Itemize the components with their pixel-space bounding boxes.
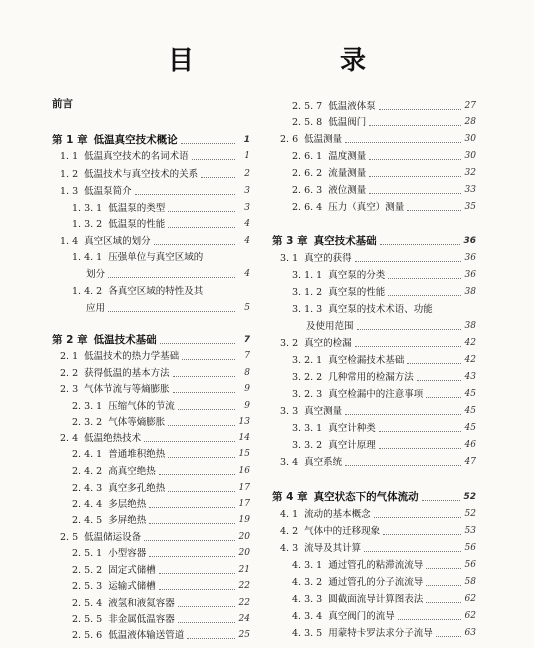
toc-entry-number: 1. 3 xyxy=(60,186,79,197)
toc-entry-number: 3. 3. 1 xyxy=(292,423,323,434)
toc-entry-number: 4. 1 xyxy=(280,509,299,520)
toc-entry xyxy=(272,540,476,555)
toc-entry xyxy=(272,182,476,197)
toc-page-number: 63 xyxy=(464,628,476,638)
toc-page-number: 9 xyxy=(244,384,250,394)
toc-page-number: 4 xyxy=(244,219,250,229)
toc-dot-leader xyxy=(149,507,235,508)
toc-page-number: 46 xyxy=(464,440,476,450)
toc-dot-leader xyxy=(355,261,461,262)
toc-entry xyxy=(272,284,476,299)
toc-entry-title: 温度测量 xyxy=(328,151,367,162)
toc-dot-leader xyxy=(380,244,461,245)
toc-dot-leader xyxy=(369,193,461,194)
toc-entry-number: 2. 4. 3 xyxy=(72,483,103,494)
toc-page-number: 62 xyxy=(464,611,476,621)
toc-entry-title: 低温真空技术的名词术语 xyxy=(84,151,189,162)
toc-dot-leader xyxy=(154,244,235,245)
toc-entry-title: 多屏绝热 xyxy=(108,515,147,526)
toc-entry-number: 2. 4 xyxy=(60,433,79,444)
toc-entry-number: 3. 1. 1 xyxy=(292,270,323,281)
toc-entry-number: 1. 4. 2 xyxy=(72,286,103,297)
toc-entry xyxy=(52,414,250,429)
toc-entry xyxy=(52,365,250,380)
toc-dot-leader xyxy=(407,363,461,364)
toc-page-number: 14 xyxy=(238,433,250,443)
toc-entry xyxy=(272,523,476,538)
toc-entry-title: 非金属低温容器 xyxy=(108,614,175,625)
toc-page-number: 15 xyxy=(238,449,250,459)
toc-entry-number: 第 4 章 xyxy=(272,491,308,503)
toc-entry-number: 2. 3 xyxy=(60,384,79,395)
toc-entry xyxy=(272,557,476,572)
toc-chapter-entry xyxy=(272,233,476,248)
toc-page-number: 22 xyxy=(238,598,250,608)
toc-entry-number: 2. 5. 7 xyxy=(292,101,323,112)
toc-entry-number: 1. 3. 2 xyxy=(72,219,103,230)
toc-dot-leader xyxy=(379,431,461,432)
toc-page-number: 27 xyxy=(464,101,476,111)
toc-page-number: 53 xyxy=(464,526,476,536)
toc-entry xyxy=(272,250,476,265)
toc-dot-leader xyxy=(417,380,461,381)
toc-entry xyxy=(272,386,476,401)
toc-dot-leader xyxy=(144,441,235,442)
toc-dot-leader xyxy=(149,556,235,557)
toc-dot-leader xyxy=(149,523,235,524)
toc-dot-leader xyxy=(364,551,461,552)
toc-entry-title: 低温储运设备 xyxy=(84,532,142,543)
toc-page-number: 38 xyxy=(464,287,476,297)
toc-entry-number: 3. 2 xyxy=(280,338,299,349)
toc-entry-title: 低温真空技术概论 xyxy=(93,134,178,146)
toc-page-number: 42 xyxy=(464,338,476,348)
toc-dot-leader xyxy=(135,194,235,195)
toc-dot-leader xyxy=(168,425,235,426)
toc-entry-number: 1. 3. 1 xyxy=(72,203,103,214)
toc-chapter-entry xyxy=(52,96,250,111)
toc-page-number: 33 xyxy=(464,185,476,195)
toc-dot-leader xyxy=(388,278,461,279)
toc-entry-number: 3. 2. 2 xyxy=(292,372,323,383)
toc-entry-title: 流导及其计算 xyxy=(304,543,362,554)
toc-entry-number: 3. 1. 2 xyxy=(292,287,323,298)
toc-entry xyxy=(272,437,476,452)
toc-entry-number: 2. 6. 4 xyxy=(292,202,323,213)
toc-page-number: 19 xyxy=(238,515,250,525)
toc-entry xyxy=(272,369,476,384)
toc-entry xyxy=(52,249,250,264)
toc-chapter-entry xyxy=(52,132,250,147)
toc-page-number: 42 xyxy=(464,355,476,365)
toc-entry-number: 3. 1 xyxy=(280,253,299,264)
toc-entry-title: 真空计种类 xyxy=(328,423,376,434)
toc-page-number: 30 xyxy=(464,151,476,161)
toc-dot-leader xyxy=(178,409,235,410)
toc-page-number: 52 xyxy=(463,492,476,502)
toc-entry-number: 4. 3. 1 xyxy=(292,560,323,571)
toc-entry-title: 低温泵的类型 xyxy=(108,203,166,214)
toc-entry xyxy=(272,625,476,640)
toc-entry xyxy=(272,454,476,469)
toc-dot-leader xyxy=(178,622,235,623)
toc-entry-title: 低温绝热技术 xyxy=(84,433,142,444)
toc-entry-number: 2. 5. 1 xyxy=(72,548,103,559)
toc-entry-title: 几种常用的检漏方法 xyxy=(328,372,414,383)
toc-entry xyxy=(52,529,250,544)
toc-entry-title: 运输式储槽 xyxy=(108,581,156,592)
toc-entry xyxy=(52,578,250,593)
toc-page-number: 9 xyxy=(244,401,250,411)
toc-entry-number: 2. 1 xyxy=(60,351,79,362)
toc-entry-title: 低温泵简介 xyxy=(84,186,132,197)
toc-page-number: 52 xyxy=(464,509,476,519)
toc-dot-leader xyxy=(108,311,235,312)
toc-entry xyxy=(52,562,250,577)
toc-page-number: 45 xyxy=(464,406,476,416)
toc-entry xyxy=(272,574,476,589)
toc-entry xyxy=(52,381,250,396)
toc-entry-number: 1. 4 xyxy=(60,236,79,247)
toc-entry-number: 第 3 章 xyxy=(272,235,308,247)
toc-entry-title: 气体节流与等熵膨胀 xyxy=(84,384,170,395)
toc-entry xyxy=(52,398,250,413)
toc-dot-leader xyxy=(426,397,461,398)
toc-entry-title: 高真空绝热 xyxy=(108,466,156,477)
toc-entry-number: 第 1 章 xyxy=(52,134,88,146)
toc-entry-number: 2. 5. 8 xyxy=(292,117,323,128)
toc-entry-number: 4. 3. 5 xyxy=(292,628,323,639)
toc-dot-leader xyxy=(374,517,461,518)
toc-dot-leader xyxy=(398,619,461,620)
toc-entry-number: 3. 2. 3 xyxy=(292,389,323,400)
toc-entry-number: 2. 5 xyxy=(60,532,79,543)
toc-entry-title: 气体等熵膨胀 xyxy=(108,417,166,428)
toc-entry xyxy=(272,352,476,367)
page-title: 目 录 xyxy=(167,46,426,76)
toc-entry-title: 低温液体泵 xyxy=(328,101,376,112)
toc-entry-title: 真空多孔绝热 xyxy=(108,483,166,494)
toc-entry-number: 4. 3 xyxy=(280,543,299,554)
toc-dot-leader xyxy=(159,474,235,475)
toc-entry-number: 1. 1 xyxy=(60,151,79,162)
toc-entry xyxy=(52,512,250,527)
toc-entry-title: 压缩气体的节流 xyxy=(108,401,175,412)
toc-entry-number: 2. 4. 1 xyxy=(72,449,103,460)
toc-entry-title: 获得低温的基本方法 xyxy=(84,368,170,379)
toc-dot-leader xyxy=(168,227,235,228)
toc-page-number: 45 xyxy=(464,423,476,433)
toc-entry-title: 真空泵的分类 xyxy=(328,270,386,281)
toc-entry-number: 1. 4. 1 xyxy=(72,252,103,263)
toc-entry-title: 真空测量 xyxy=(304,406,343,417)
toc-entry-title: 气体中的迁移现象 xyxy=(304,526,381,537)
toc-entry xyxy=(52,480,250,495)
toc-entry xyxy=(272,318,476,333)
toc-entry xyxy=(52,430,250,445)
toc-page-number: 43 xyxy=(464,372,476,382)
toc-page-number: 7 xyxy=(244,351,250,361)
toc-entry xyxy=(272,114,476,129)
toc-dot-leader xyxy=(379,109,461,110)
toc-entry-number: 2. 5. 2 xyxy=(72,565,103,576)
toc-page-number: 3 xyxy=(244,186,250,196)
toc-entry xyxy=(272,335,476,350)
toc-page-number: 32 xyxy=(464,168,476,178)
toc-entry xyxy=(272,301,476,316)
toc-page-number: 1 xyxy=(243,135,250,145)
toc-entry-title: 各真空区域的特性及其 xyxy=(108,286,204,297)
toc-entry xyxy=(52,300,250,315)
toc-entry-title: 真空检漏中的注意事项 xyxy=(328,389,424,400)
toc-page-number: 35 xyxy=(464,202,476,212)
toc-page-number: 13 xyxy=(238,417,250,427)
toc-dot-leader xyxy=(369,159,461,160)
toc-page-number: 7 xyxy=(243,335,250,345)
toc-entry xyxy=(52,233,250,248)
toc-entry-number: 2. 3. 2 xyxy=(72,417,103,428)
toc-entry xyxy=(52,627,250,642)
toc-entry xyxy=(272,98,476,113)
toc-dot-leader xyxy=(168,457,235,458)
toc-entry-title: 流量测量 xyxy=(328,168,367,179)
toc-dot-leader xyxy=(369,176,461,177)
toc-page-number: 8 xyxy=(244,368,250,378)
toc-dot-leader xyxy=(426,602,461,603)
toc-entry xyxy=(52,200,250,215)
toc-dot-leader xyxy=(144,540,235,541)
toc-entry-title: 流动的基本概念 xyxy=(304,509,371,520)
toc-entry-title: 真空泵的技术术语、功能 xyxy=(328,304,433,315)
toc-entry xyxy=(272,131,476,146)
toc-dot-leader xyxy=(422,500,461,501)
toc-page-number: 58 xyxy=(464,577,476,587)
toc-entry-number: 2. 6. 2 xyxy=(292,168,323,179)
toc-dot-leader xyxy=(357,329,461,330)
toc-entry-number: 3. 3 xyxy=(280,406,299,417)
toc-dot-leader xyxy=(426,585,461,586)
toc-entry-title: 液位测量 xyxy=(328,185,367,196)
toc-page-number: 24 xyxy=(238,614,250,624)
toc-entry xyxy=(52,216,250,231)
toc-dot-leader xyxy=(345,142,461,143)
toc-entry-number: 2. 4. 2 xyxy=(72,466,103,477)
toc-page-number: 20 xyxy=(238,548,250,558)
toc-dot-leader xyxy=(160,343,235,344)
toc-entry-title: 真空技术基础 xyxy=(313,235,377,247)
toc-dot-leader xyxy=(182,359,235,360)
toc-page-number: 47 xyxy=(464,457,476,467)
toc-page-number: 56 xyxy=(464,560,476,570)
toc-entry-title: 低温阀门 xyxy=(328,117,367,128)
toc-dot-leader xyxy=(436,636,461,637)
toc-dot-leader xyxy=(181,143,235,144)
toc-entry xyxy=(52,183,250,198)
toc-page-number: 38 xyxy=(464,321,476,331)
toc-dot-leader xyxy=(201,177,235,178)
toc-dot-leader xyxy=(108,277,235,278)
toc-page-number: 22 xyxy=(238,581,250,591)
toc-entry-title: 及使用范围 xyxy=(306,321,354,332)
toc-entry-title: 低温测量 xyxy=(304,134,343,145)
toc-dot-leader xyxy=(187,638,235,639)
toc-dot-leader xyxy=(345,414,461,415)
toc-entry-title: 真空系统 xyxy=(304,457,343,468)
toc-page-number: 1 xyxy=(244,151,250,161)
toc-entry-title: 用蒙特卡罗法求分子流导 xyxy=(328,628,433,639)
toc-entry-number: 4. 3. 3 xyxy=(292,594,323,605)
toc-entry-number: 4. 3. 2 xyxy=(292,577,323,588)
toc-entry-title: 低温技术基础 xyxy=(93,334,157,346)
toc-page-number: 62 xyxy=(464,594,476,604)
toc-dot-leader xyxy=(426,568,461,569)
toc-entry xyxy=(52,595,250,610)
toc-entry-title: 低温液体输送管道 xyxy=(108,630,185,641)
toc-page-number: 25 xyxy=(238,630,250,640)
toc-entry-title: 真空检漏技术基础 xyxy=(328,355,405,366)
toc-page-number: 5 xyxy=(244,303,250,313)
toc-entry-title: 真空泵的性能 xyxy=(328,287,386,298)
toc-entry xyxy=(272,267,476,282)
toc-entry-title: 压力（真空）测量 xyxy=(328,202,405,213)
toc-entry-number: 2. 6 xyxy=(280,134,299,145)
toc-entry xyxy=(52,463,250,478)
toc-entry-title: 真空状态下的气体流动 xyxy=(313,491,419,503)
toc-page-number: 20 xyxy=(238,532,250,542)
toc-entry-title: 低温技术的热力学基础 xyxy=(84,351,180,362)
toc-dot-leader xyxy=(173,376,235,377)
toc-entry-number: 2. 4. 5 xyxy=(72,515,103,526)
toc-entry xyxy=(52,283,250,298)
toc-page-number: 17 xyxy=(238,499,250,509)
toc-entry-number: 4. 2 xyxy=(280,526,299,537)
toc-page-number: 17 xyxy=(238,483,250,493)
toc-entry xyxy=(272,403,476,418)
toc-page-number: 21 xyxy=(238,565,250,575)
toc-entry-title: 低温泵的性能 xyxy=(108,219,166,230)
toc-entry-number: 3. 3. 2 xyxy=(292,440,323,451)
toc-entry xyxy=(272,148,476,163)
toc-entry-number: 2. 5. 4 xyxy=(72,598,103,609)
toc-page-number: 16 xyxy=(238,466,250,476)
toc-entry-title: 压强单位与真空区域的 xyxy=(108,252,204,263)
toc-page-number: 4 xyxy=(244,269,250,279)
toc-entry-number: 第 2 章 xyxy=(52,334,88,346)
toc-page-number: 36 xyxy=(464,270,476,280)
toc-entry-number: 2. 5. 5 xyxy=(72,614,103,625)
toc-page-number: 4 xyxy=(244,236,250,246)
toc-dot-leader xyxy=(407,210,461,211)
toc-page-number: 36 xyxy=(464,253,476,263)
toc-chapter-entry xyxy=(52,332,250,347)
toc-entry-title: 真空区域的划分 xyxy=(84,236,151,247)
toc-entry xyxy=(52,148,250,163)
toc-entry-title: 应用 xyxy=(86,303,106,314)
toc-entry-number: 2. 6. 3 xyxy=(292,185,323,196)
toc-dot-leader xyxy=(388,295,461,296)
toc-entry-number: 2. 5. 6 xyxy=(72,630,103,641)
toc-dot-leader xyxy=(369,125,461,126)
toc-entry-number: 2. 4. 4 xyxy=(72,499,103,510)
toc-dot-leader xyxy=(192,159,235,160)
toc-entry xyxy=(52,545,250,560)
toc-dot-leader xyxy=(178,606,235,607)
toc-entry-title: 普通堆积绝热 xyxy=(108,449,166,460)
toc-entry-number: 2. 2 xyxy=(60,368,79,379)
toc-entry-title: 前言 xyxy=(52,98,73,110)
toc-dot-leader xyxy=(159,573,235,574)
toc-page-number: 30 xyxy=(464,134,476,144)
toc-entry-title: 低温技术与真空技术的关系 xyxy=(84,169,199,180)
toc-entry-number: 2. 5. 3 xyxy=(72,581,103,592)
toc-entry xyxy=(52,446,250,461)
toc-entry-title: 圆截面流导计算图表法 xyxy=(328,594,424,605)
toc-page-number: 56 xyxy=(464,543,476,553)
toc-entry xyxy=(52,266,250,281)
toc-entry xyxy=(272,591,476,606)
toc-page-number: 2 xyxy=(244,169,250,179)
toc-entry-number: 4. 3. 4 xyxy=(292,611,323,622)
toc-dot-leader xyxy=(355,346,461,347)
toc-entry-number: 2. 6. 1 xyxy=(292,151,323,162)
toc-entry-title: 真空计原理 xyxy=(328,440,376,451)
toc-entry-title: 通过管孔的分子流流导 xyxy=(328,577,424,588)
toc-page-number: 28 xyxy=(464,117,476,127)
toc-entry xyxy=(52,348,250,363)
toc-entry-title: 小型容器 xyxy=(108,548,147,559)
toc-entry xyxy=(52,166,250,181)
toc-chapter-entry xyxy=(272,489,476,504)
toc-dot-leader xyxy=(168,491,235,492)
toc-dot-leader xyxy=(345,465,461,466)
toc-entry-title: 通过管孔的粘滞流流导 xyxy=(328,560,424,571)
toc-entry xyxy=(272,506,476,521)
toc-entry-number: 3. 4 xyxy=(280,457,299,468)
toc-page-number: 3 xyxy=(244,203,250,213)
toc-entry xyxy=(52,611,250,626)
toc-entry-title: 真空的获得 xyxy=(304,253,352,264)
toc-entry-title: 真空的检漏 xyxy=(304,338,352,349)
toc-dot-leader xyxy=(173,392,235,393)
toc-dot-leader xyxy=(168,211,235,212)
toc-dot-leader xyxy=(379,448,461,449)
toc-page-number: 36 xyxy=(463,236,476,246)
toc-dot-leader xyxy=(159,589,235,590)
toc-entry-title: 多层绝热 xyxy=(108,499,147,510)
toc-entry-number: 2. 3. 1 xyxy=(72,401,103,412)
toc-entry xyxy=(272,165,476,180)
toc-page-number: 45 xyxy=(464,389,476,399)
toc-entry-title: 固定式储槽 xyxy=(108,565,156,576)
toc-dot-leader xyxy=(383,534,461,535)
toc-entry xyxy=(272,420,476,435)
toc-entry-number: 1. 2 xyxy=(60,169,79,180)
toc-entry xyxy=(52,496,250,511)
toc-entry-title: 真空阀门的流导 xyxy=(328,611,395,622)
toc-entry xyxy=(272,199,476,214)
toc-entry-number: 3. 1. 3 xyxy=(292,304,323,315)
toc-entry-title: 划分 xyxy=(86,269,106,280)
toc-entry-number: 3. 2. 1 xyxy=(292,355,323,366)
toc-entry xyxy=(272,608,476,623)
toc-entry-title: 液氢和液氦容器 xyxy=(108,598,175,609)
